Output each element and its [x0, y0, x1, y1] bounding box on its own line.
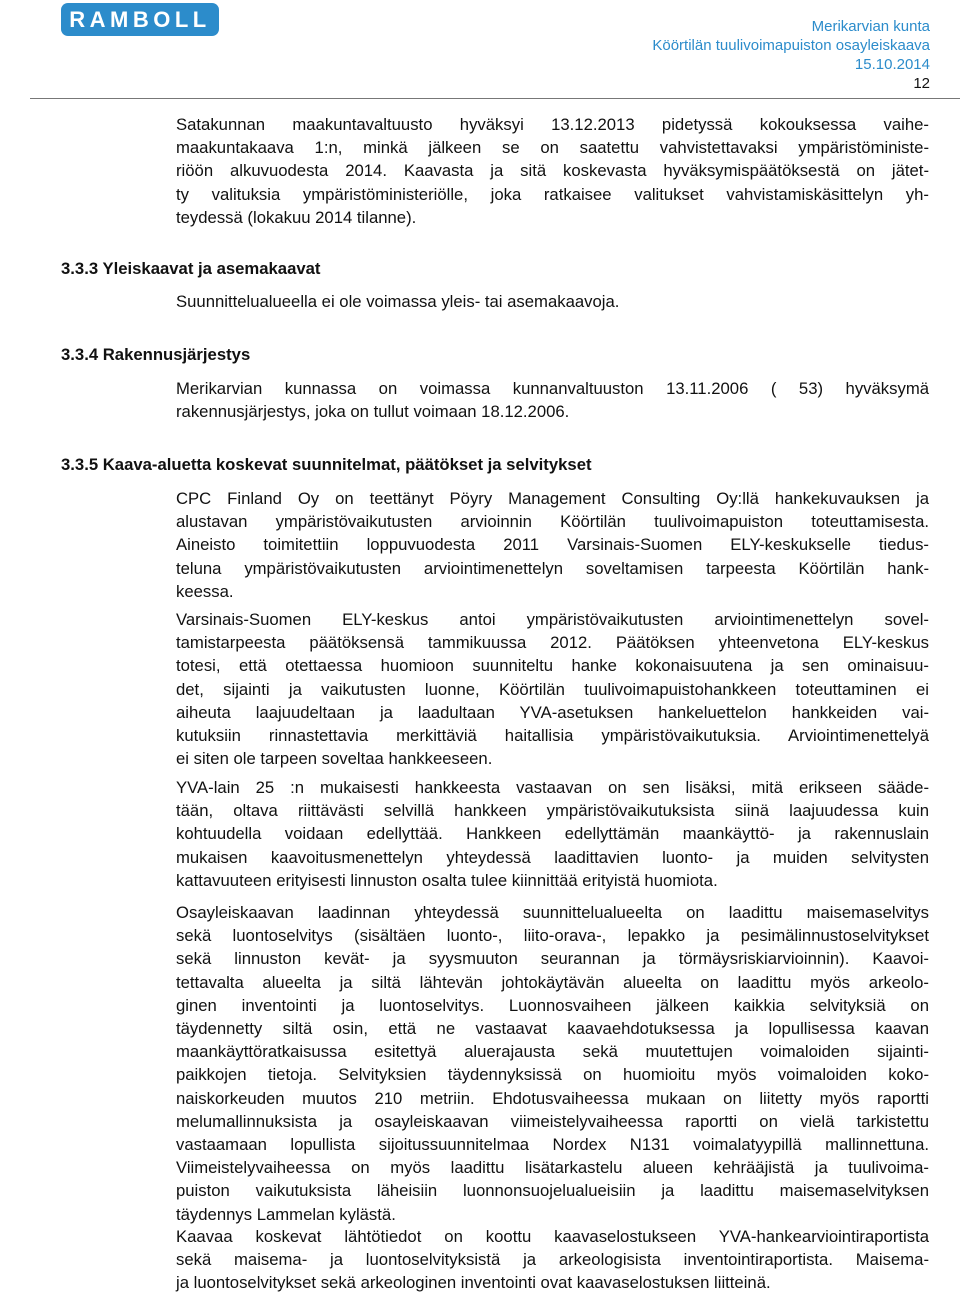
text-line: totesi, että otettaessa huomioon suunniteltu hanke kokonaisuutena ja sen ominaisuu- [176, 656, 929, 676]
text-line: Suunnittelualueella ei ole voimassa yleis- tai asemakaavoja. [176, 292, 620, 311]
text-line: keessa. [176, 581, 234, 601]
text-line: sekä linnuston kevät- ja syysmuuton seurannan ja törmäysriskiarvioinnin). Kaavoi- [176, 949, 929, 969]
text-line: Viimeistelyvaiheessa on myös laadittu lisätarkastelu alueen kehrääjistä ja tuulivoima- [176, 1158, 929, 1178]
text-line: melumallinnuksista ja osayleiskaavan viimeistelyvaiheessa raportti on vielä tarkistettu [176, 1111, 929, 1131]
text-line: det, sijainti ja vaikutusten luonne, Köörtilän tuulivoimapuistohankkeen toteuttaminen ei [176, 679, 929, 699]
text-line: Osayleiskaavan laadinnan yhteydessä suunnittelualueelta on laadittu maisemaselvitys [176, 903, 929, 922]
text-line: kutuksiin rinnastettavia merkittäviä haitallisia ympäristövaikutuksia. Arviointimenettelyä [176, 726, 929, 746]
text-line: puiston vaikutuksista läheisiin luonnonsuojelualueisiin ja laadittu maisemaselvityksen [176, 1181, 929, 1201]
paragraph-3-3-5-3 [176, 776, 929, 892]
header-divider [30, 98, 960, 99]
text-line: Satakunnan maakuntavaltuusto hyväksyi 13.12.2013 pidetyssä kokouksessa vaihe- [176, 115, 929, 134]
text-line: ei siten ole tarpeen soveltaa hankkeeseen. [176, 749, 493, 769]
text-line: rakennusjärjestys, joka on tullut voimaan 18.12.2006. [176, 402, 570, 422]
text-line: sekä luontoselvitys (sisältäen luonto-, liito-orava-, lepakko ja pesimälinnustoselvitykset [176, 926, 929, 946]
text-line: sekä maisema- ja luontoselvityksistä ja arkeologisista inventointiraportista. Maisema- [176, 1250, 929, 1270]
paragraph-3-3-5-5 [176, 1225, 929, 1295]
text-line: YVA-lain 25 :n mukaisesti hankkeesta vastaavan on sen lisäksi, mitä erikseen sääde- [176, 778, 929, 797]
project-title: Köörtilän tuulivoimapuiston osayleiskaava [652, 37, 930, 54]
text-line: kohtuudella voidaan edellyttää. Hankkeen edellyttämän maankäyttö- ja rakennuslain [176, 824, 929, 844]
document-date: 15.10.2014 [854, 56, 930, 73]
text-line: tettavalta alueelta ja siltä lähtevän johtokäytävän alueelta on laadittu myös arkeolo- [176, 972, 929, 992]
text-line: Merikarvian kunnassa on voimassa kunnanvaltuuston 13.11.2006 ( 53) hyväksymä [176, 379, 929, 398]
paragraph-3-3-5-1 [176, 487, 929, 603]
text-line: CPC Finland Oy on teettänyt Pöyry Management Consulting Oy:llä hankekuvauksen ja [176, 489, 929, 508]
text-line: tamistarpeesta päätöksensä tammikuussa 2012. Päätöksen yhteenvetona ELY-keskus [176, 633, 929, 653]
text-line: tään, oltava riittävästi selvillä hankkeen ympäristövaikutuksista siinä laajuudessa kuin [176, 801, 929, 821]
text-line: mukaisen kaavoitusmenettelyn yhteydessä laadittavien luonto- ja muiden selvitysten [176, 847, 929, 867]
text-line: teluna ympäristövaikutusten arviointimenettelyn soveltamisen tarpeesta Köörtilän hank- [176, 558, 929, 578]
text-line: maakuntakaava 1:n, minkä jälkeen se on saatettu vahvistettavaksi ympäristöministe- [176, 138, 929, 158]
text-line: täydennetty siltä osin, että ne vastaavat kaavaehdotuksessa ja lopullisessa kaavan [176, 1019, 929, 1039]
text-line: paikkojen tietoja. Selvityksien täydennyksissä on huomioitu myös voimaloiden koko- [176, 1065, 929, 1085]
heading-3-3-5: 3.3.5 Kaava-aluetta koskevat suunnitelmat, päätökset ja selvitykset [61, 455, 592, 474]
text-line: ja luontoselvitykset sekä arkeologinen inventointi ovat kaavaselostuksen liitteinä. [176, 1273, 771, 1293]
text-line: kattavuuteen erityisesti linnuston osalta tulee kiinnittää erityistä huomiota. [176, 870, 718, 890]
text-line: Aineisto toimitettiin loppuvuodesta 2011 Varsinais-Suomen ELY-keskukselle tiedus- [176, 535, 929, 555]
text-line: maankäyttöratkaisussa esitettyä aluerajausta sekä muutettujen voimaloiden sijainti- [176, 1042, 929, 1062]
paragraph-3-3-5-4 [176, 901, 929, 1226]
paragraph-3-3-3 [176, 290, 929, 313]
client-name: Merikarvian kunta [811, 18, 930, 35]
paragraph-3-3-4 [176, 377, 929, 423]
text-line: Kaavaa koskevat lähtötiedot on koottu kaavaselostukseen YVA-hankearviointiraportista [176, 1227, 929, 1246]
heading-3-3-3: 3.3.3 Yleiskaavat ja asemakaavat [61, 259, 321, 278]
text-line: ginen inventointi ja luontoselvitys. Luonnosvaiheen jälkeen kaikkia selvityksiä on [176, 995, 929, 1015]
page-number: 12 [913, 75, 930, 92]
text-line: ty valituksia ympäristöministeriölle, joka ratkaisee valitukset vahvistamiskäsittelyn yh- [176, 184, 929, 204]
text-line: vastaamaan lopullista sijoitussuunnitelmaa Nordex N131 voimalatyypillä mallinnettuna. [176, 1135, 929, 1155]
paragraph-3-3-5-2 [176, 608, 929, 770]
text-line: Varsinais-Suomen ELY-keskus antoi ympäristövaikutusten arviointimenettelyn sovel- [176, 610, 929, 629]
logo: RAMBOLL [61, 3, 219, 36]
text-line: naiskorkeuden muutos 210 metriin. Ehdotusvaiheessa mukaan on liitetty myös raportti [176, 1088, 929, 1108]
document-header [652, 17, 930, 93]
text-line: aiheuta laajuudeltaan ja laadultaan YVA-asetuksen hankeluettelon hankkeiden vai- [176, 702, 929, 722]
text-line: riöön alkuvuodesta 2014. Kaavasta ja sitä koskevasta hyväksymispäätöksestä on jätet- [176, 161, 929, 181]
paragraph-intro [176, 113, 929, 229]
heading-3-3-4: 3.3.4 Rakennusjärjestys [61, 345, 251, 364]
text-line: täydennys Lammelan kylästä. [176, 1204, 396, 1224]
text-line: alustavan ympäristövaikutusten arvioinnin Köörtilän tuulivoimapuiston toteuttamisesta. [176, 512, 929, 532]
text-line: teydessä (lokakuu 2014 tilanne). [176, 207, 417, 227]
